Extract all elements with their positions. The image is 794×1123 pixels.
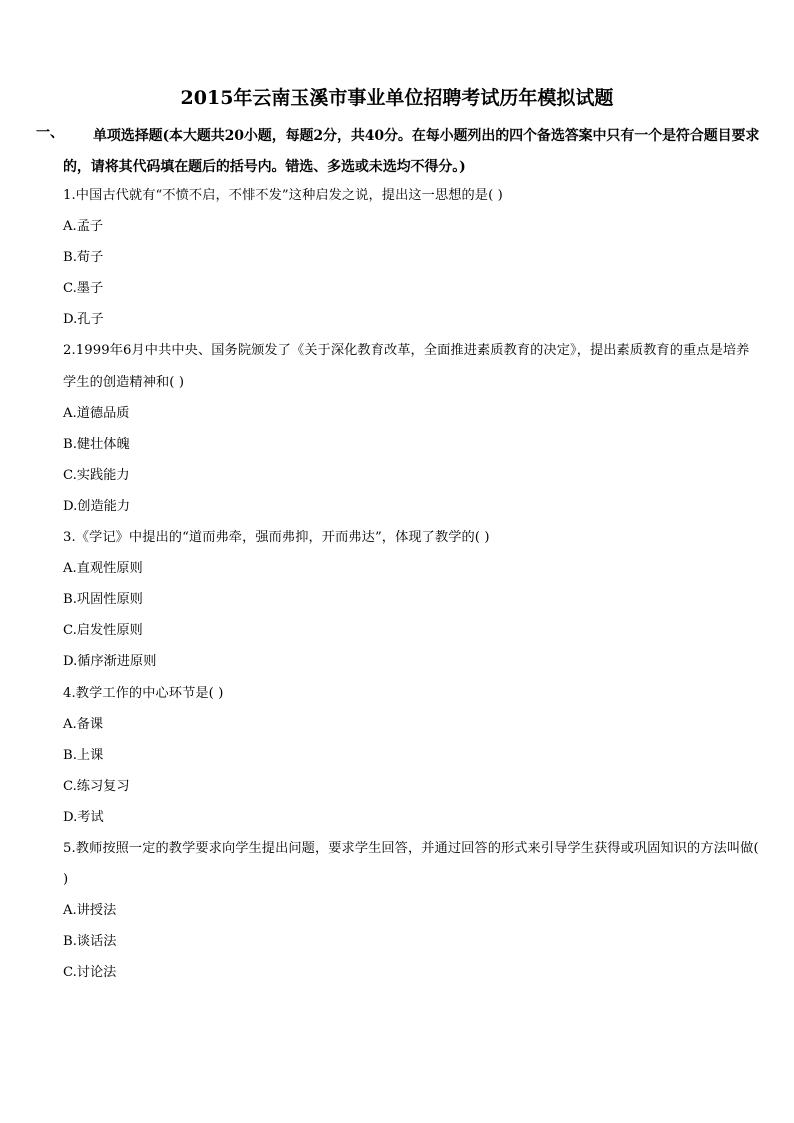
question-2-stem: 2.1999年6月中共中央、国务院颁发了《关于深化教育改革，全面推进素质教育的决定》，提出素质教育的重点是培养学生的创造精神和( ) [63, 343, 750, 390]
question-1-stem: 1.中国古代就有“不愤不启，不悱不发”这种启发之说，提出这一思想的是( ) [63, 188, 503, 203]
question-3-option-b: B.巩固性原则 [63, 592, 143, 608]
question-1-option-a: A.孟子 [63, 219, 104, 235]
question-list [63, 180, 761, 988]
question-4-option-c: C.练习复习 [63, 778, 130, 794]
question-5-option-c: C.讨论法 [63, 965, 117, 981]
question-3-option-c: C.启发性原则 [63, 623, 143, 639]
question-4-stem: 4.教学工作的中心环节是( ) [63, 685, 224, 701]
question-4-option-d: D.考试 [63, 809, 104, 825]
question-5-option-a: A.讲授法 [63, 903, 117, 919]
question-5-stem: 5.教师按照一定的教学要求向学生提出问题，要求学生回答，并通过回答的形式来引导学生获得或巩固知识的方法叫做( ) [63, 840, 759, 888]
section-instructions: 单项选择题(本大题共20小题，每题2分，共40分。在每小题列出的四个备选答案中只有一个是符合题目要求的，请将其代码填在题后的括号内。错选、多选或未选均不得分。) [63, 128, 760, 175]
question-1-option-b: B.荀子 [63, 250, 104, 266]
question-4-option-a: A.备课 [63, 716, 104, 732]
question-2-option-b: B.健壮体魄 [63, 436, 130, 452]
question-2-option-c: C.实践能力 [63, 467, 130, 483]
question-3-option-d: D.循序渐进原则 [63, 654, 157, 670]
question-1-option-d: D.孔子 [63, 312, 104, 328]
question-2-option-a: A.道德品质 [63, 405, 130, 421]
question-4-option-b: B.上课 [63, 747, 104, 763]
question-5-option-b: B.谈话法 [63, 934, 117, 950]
section-number: 一、 [36, 125, 64, 141]
question-2-option-d: D.创造能力 [63, 498, 131, 514]
question-3-stem: 3.《学记》中提出的“道而弗牵，强而弗抑，开而弗达”，体现了教学的( ) [63, 530, 490, 546]
question-1-option-c: C.墨子 [63, 281, 104, 297]
page-title: 2015年云南玉溪市事业单位招聘考试历年模拟试题 [180, 87, 614, 109]
question-3-option-a: A.直观性原则 [63, 561, 143, 577]
